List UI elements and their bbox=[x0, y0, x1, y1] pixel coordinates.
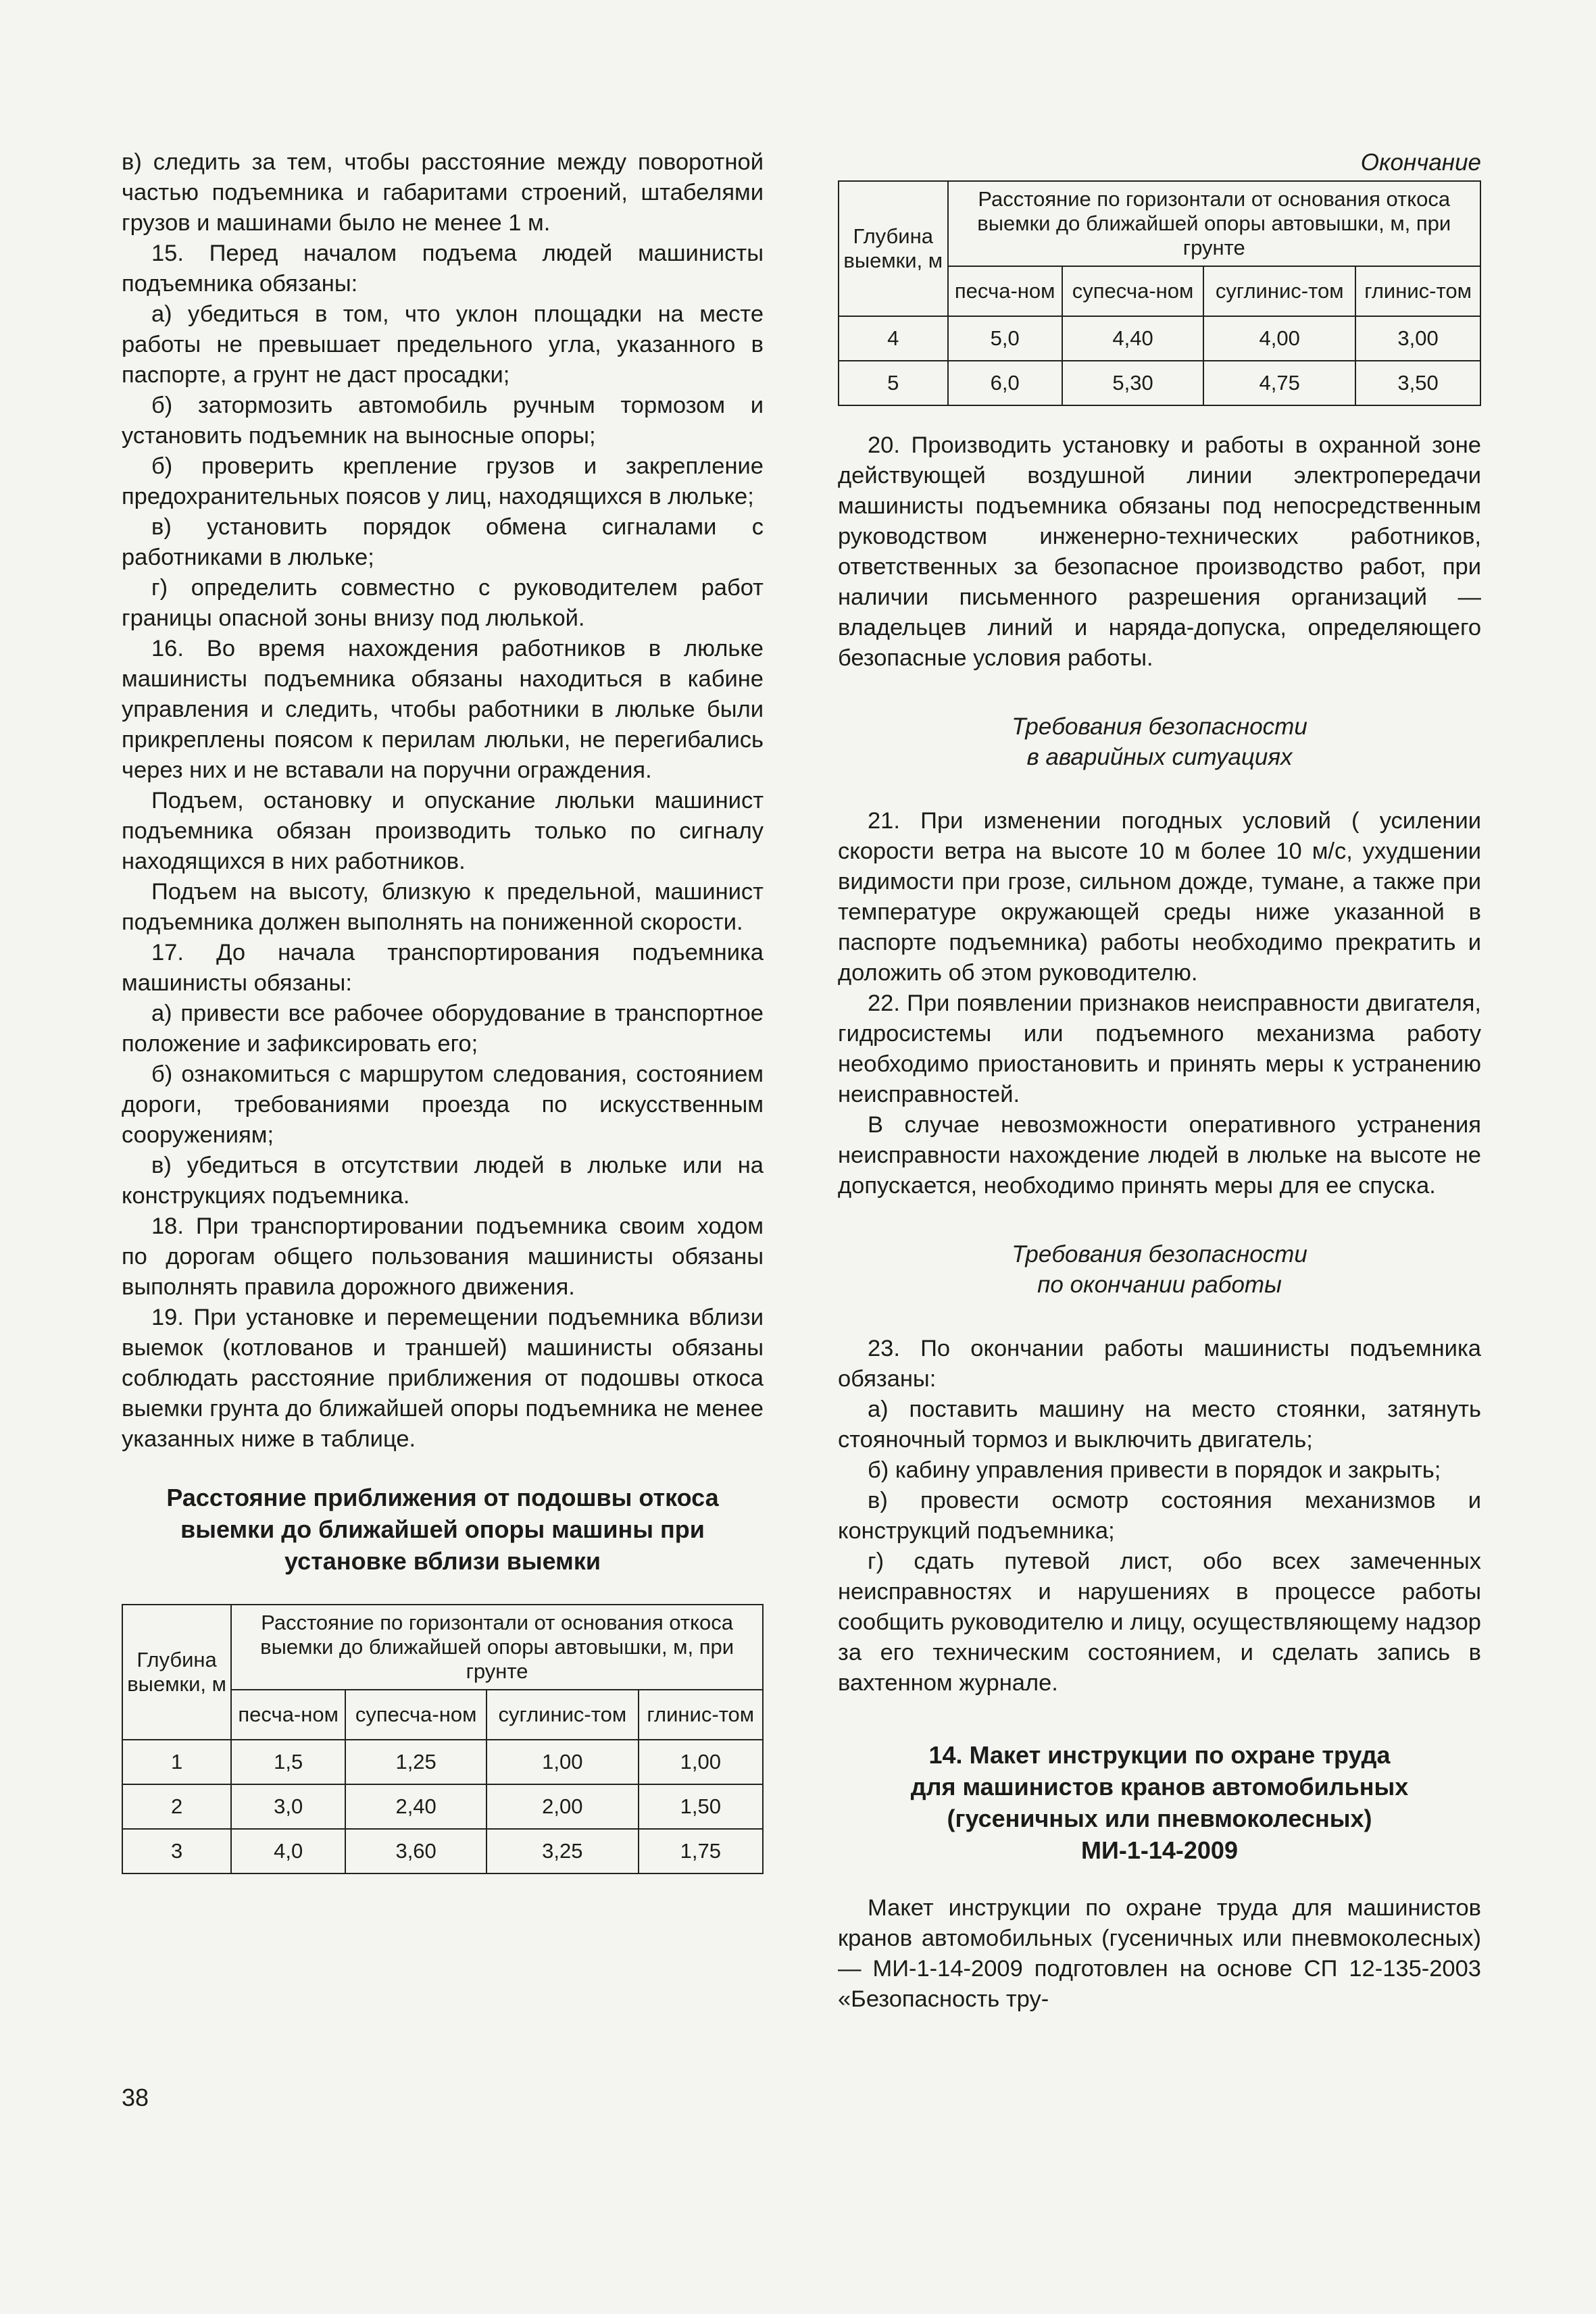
paragraph: 16. Во время нахождения работников в люльке машинисты подъемника обязаны находиться в кабине управления и следить, чтобы работники в люльке были прикреплены поясом к перилам люльки, не перегибались через них и не вставали на поручни ограждения. bbox=[122, 636, 764, 783]
table-cell: 1,5 bbox=[231, 1740, 345, 1784]
section-subtitle: Требования безопасности bbox=[1012, 713, 1307, 740]
soil-header: супесча-ном bbox=[345, 1690, 487, 1740]
paragraph: в) установить порядок обмена сигналами с работниками в люльке; bbox=[122, 514, 764, 570]
table-cell: 6,0 bbox=[948, 361, 1062, 405]
paragraph: 23. По окончании работы машинисты подъемника обязаны: bbox=[838, 1336, 1481, 1392]
paragraph: Подъем на высоту, близкую к предельной, машинист подъемника должен выполнять на пониженной скорости. bbox=[122, 879, 764, 935]
depth-header: Глубина выемки, м bbox=[839, 181, 948, 316]
table-cell: 3,00 bbox=[1355, 316, 1480, 361]
table-cell: 1,75 bbox=[639, 1829, 763, 1873]
paragraph: 22. При появлении признаков неисправности двигателя, гидросистемы или подъемного механизма работу необходимо приостановить и принять меры к устранению неисправностей. bbox=[838, 990, 1481, 1107]
table-cell: 1,50 bbox=[639, 1784, 763, 1829]
paragraph: в) убедиться в отсутствии людей в люльке или на конструкциях подъемника. bbox=[122, 1153, 764, 1209]
continuation-label: Окончание bbox=[1360, 149, 1481, 176]
paragraph: б) ознакомиться с маршрутом следования, состоянием дороги, требованиями проезда по искусственным сооружениям; bbox=[122, 1061, 764, 1148]
table-cell: 3 bbox=[122, 1829, 231, 1873]
paragraph: 18. При транспортировании подъемника своим ходом по дорогам общего пользования машинисты обязаны выполнять правила дорожного движения. bbox=[122, 1213, 764, 1300]
soil-header: супесча-ном bbox=[1062, 266, 1203, 316]
depth-header: Глубина выемки, м bbox=[122, 1605, 231, 1740]
table-row bbox=[122, 1740, 763, 1784]
table-cell: 5,0 bbox=[948, 316, 1062, 361]
table-cell: 1 bbox=[122, 1740, 231, 1784]
soil-header: глинис-том bbox=[639, 1690, 763, 1740]
paragraph: а) поставить машину на место стоянки, затянуть стояночный тормоз и выключить двигатель; bbox=[838, 1397, 1481, 1453]
paragraph: а) привести все рабочее оборудование в транспортное положение и зафиксировать его; bbox=[122, 1001, 764, 1057]
paragraph: Макет инструкции по охране труда для машинистов кранов автомобильных (гусеничных или пневмоколесных) — МИ-1-14-2009 подготовлен на основе СП 12-135-2003 «Безопасность тру- bbox=[838, 1895, 1481, 2012]
table-cell: 5 bbox=[839, 361, 948, 405]
paragraph: Подъем, остановку и опускание люльки машинист подъемника обязан производить только по сигналу находящихся в них работников. bbox=[122, 788, 764, 874]
distance-table bbox=[122, 1604, 764, 1874]
table-title: Расстояние приближения от подошвы откоса выемки до ближайшей опоры машины при установке вблизи выемки bbox=[166, 1484, 719, 1575]
paragraph: а) убедиться в том, что уклон площадки на месте работы не превышает предельного угла, указанного в паспорте, а грунт не даст просадки; bbox=[122, 301, 764, 388]
table-cell: 2,40 bbox=[345, 1784, 487, 1829]
paragraph: 17. До начала транспортирования подъемника машинисты обязаны: bbox=[122, 940, 764, 996]
soil-header: суглинис-том bbox=[487, 1690, 638, 1740]
section-heading: (гусеничных или пневмоколесных) bbox=[947, 1805, 1372, 1832]
paragraph: б) кабину управления привести в порядок и закрыть; bbox=[868, 1457, 1441, 1483]
page-number: 38 bbox=[122, 2084, 149, 2111]
paragraph: В случае невозможности оперативного устранения неисправности нахождение людей в люльке на высоте не допускается, необходимо принять меры для ее спуска. bbox=[838, 1112, 1481, 1199]
group-header: Расстояние по горизонтали от основания откоса выемки до ближайшей опоры автовышки, м, при грунте bbox=[231, 1605, 763, 1690]
paragraph: в) следить за тем, чтобы расстояние между поворотной частью подъемника и габаритами строений, штабелями грузов и машинами было не менее 1 м. bbox=[122, 149, 764, 236]
section-subtitle: Требования безопасности bbox=[1012, 1241, 1307, 1267]
soil-header: песча-ном bbox=[948, 266, 1062, 316]
section-subtitle: по окончании работы bbox=[1037, 1272, 1282, 1298]
table-cell: 4,00 bbox=[1203, 316, 1355, 361]
paragraph: г) определить совместно с руководителем работ границы опасной зоны внизу под люлькой. bbox=[122, 575, 764, 631]
table-cell: 4,40 bbox=[1062, 316, 1203, 361]
table-row bbox=[122, 1829, 763, 1873]
distance-table-continued bbox=[838, 180, 1481, 406]
table-cell: 2,00 bbox=[487, 1784, 638, 1829]
table-cell: 1,25 bbox=[345, 1740, 487, 1784]
table-cell: 1,00 bbox=[639, 1740, 763, 1784]
table-cell: 2 bbox=[122, 1784, 231, 1829]
table-cell: 3,0 bbox=[231, 1784, 345, 1829]
section-subtitle: в аварийных ситуациях bbox=[1026, 744, 1293, 770]
table-cell: 4,75 bbox=[1203, 361, 1355, 405]
table-cell: 1,00 bbox=[487, 1740, 638, 1784]
paragraph: 20. Производить установку и работы в охранной зоне действующей воздушной линии электропередачи машинисты подъемника обязаны под непосредственным руководством инженерно-технических работников, ответственных за безопасное производство работ, при наличии письменного разрешения организаций — владельцев линий и наряда-допуска, определяющего безопасные условия работы. bbox=[838, 432, 1481, 671]
paragraph: б) затормозить автомобиль ручным тормозом и установить подъемник на выносные опоры; bbox=[122, 393, 764, 449]
section-heading: МИ-1-14-2009 bbox=[1081, 1836, 1238, 1864]
group-header: Расстояние по горизонтали от основания откоса выемки до ближайшей опоры автовышки, м, при грунте bbox=[948, 181, 1481, 266]
soil-header: глинис-том bbox=[1355, 266, 1480, 316]
table-cell: 4,0 bbox=[231, 1829, 345, 1873]
paragraph: г) сдать путевой лист, обо всех замеченных неисправностях и нарушениях в процессе работы сообщить руководителю и лицу, осуществляющему надзор за его техническим состоянием, и сделать запись в вахтенном журнале. bbox=[838, 1549, 1481, 1696]
table-cell: 3,50 bbox=[1355, 361, 1480, 405]
table-row bbox=[839, 361, 1480, 405]
soil-header: суглинис-том bbox=[1203, 266, 1355, 316]
table-cell: 3,25 bbox=[487, 1829, 638, 1873]
paragraph: в) провести осмотр состояния механизмов и конструкций подъемника; bbox=[838, 1488, 1481, 1544]
table-cell: 3,60 bbox=[345, 1829, 487, 1873]
paragraph: б) проверить крепление грузов и закрепление предохранительных поясов у лиц, находящихся в люльке; bbox=[122, 453, 764, 509]
left-column bbox=[122, 147, 764, 1874]
paragraph: 21. При изменении погодных условий ( усилении скорости ветра на высоте 10 м более 10 м/с, ухудшении видимости при грозе, сильном дожде, тумане, а также при температуре окружающей среды ниже указанной в паспорте подъемника) работы необходимо прекратить и доложить об этом руководителю. bbox=[838, 808, 1481, 986]
table-row bbox=[839, 316, 1480, 361]
paragraph: 15. Перед началом подъема людей машинисты подъемника обязаны: bbox=[122, 241, 764, 297]
paragraph: 19. При установке и перемещении подъемника вблизи выемок (котлованов и траншей) машинисты обязаны соблюдать расстояние приближения от подошвы откоса выемки грунта до ближайшей опоры подъемника не менее указанных ниже в таблице. bbox=[122, 1305, 764, 1452]
soil-header: песча-ном bbox=[231, 1690, 345, 1740]
right-column bbox=[838, 147, 1481, 2015]
section-heading: для машинистов кранов автомобильных bbox=[910, 1773, 1409, 1801]
table-cell: 4 bbox=[839, 316, 948, 361]
table-row bbox=[122, 1784, 763, 1829]
section-heading: 14. Макет инструкции по охране труда bbox=[928, 1741, 1391, 1769]
table-cell: 5,30 bbox=[1062, 361, 1203, 405]
